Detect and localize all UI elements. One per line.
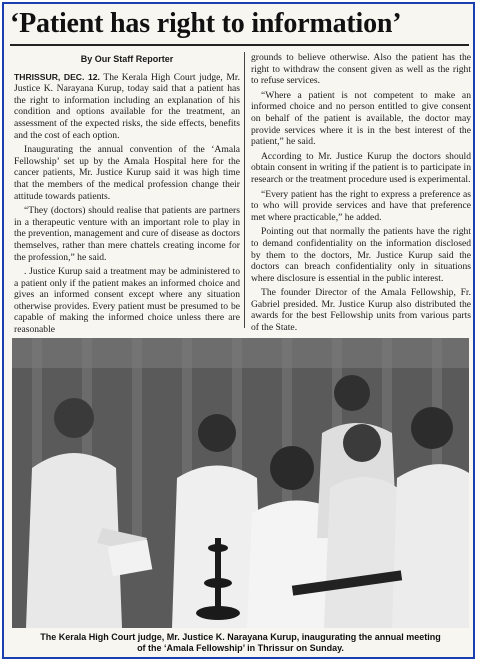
- article-paragraph: “Where a patient is not competent to make an informed choice and no person entitled to give consent on behalf of the patient is available, the doctor may provide services where it is in the best interest of the patient,” he said.: [251, 89, 471, 148]
- article-paragraph: According to Mr. Justice Kurup the doctors should obtain consent in writing if the patient is to participate in research or the treatment procedure used is experimental.: [251, 150, 471, 185]
- photo-illustration: [12, 338, 469, 628]
- article-paragraph: Pointing out that normally the patients have the right to demand confidentiality on the information disclosed by them to the doctors, Mr. Justice Kurup said the doctors can breach confidentiality only in situations where disclosure is essential in the public interest.: [251, 226, 471, 284]
- article-column-left: [14, 52, 240, 339]
- column-divider: [244, 52, 245, 328]
- news-photo: [12, 338, 469, 628]
- article-column-right: [251, 52, 471, 337]
- article-paragraph: grounds to believe otherwise. Also the patient has the right to withdraw the consent given as well as the right to refuse services.: [251, 52, 471, 87]
- article-paragraph: . Justice Kurup said a treatment may be administered to a patient only if the patient makes an informed choice and gives an informed consent except where any situation otherwise provides. Every patient must be presumed to be capable of making the informed choice unless there are reasonable: [14, 266, 240, 336]
- article-paragraph: “They (doctors) should realise that patients are partners in a therapeutic venture with an important role to play in the prevention, management and cure of disease as doctors themselves, rather than mere chattels creating income for the profession,” he said.: [14, 205, 240, 263]
- photo-caption: The Kerala High Court judge, Mr. Justice K. Narayana Kurup, inaugurating the annual meeting of the ‘Amala Fellowship’ in Thrissur on Sunday.: [40, 632, 441, 653]
- byline: By Our Staff Reporter: [80, 54, 174, 64]
- article-paragraph: “Every patient has the right to express a preference as to who will provide services and have that preference met where practicable,” he added.: [251, 188, 471, 223]
- article-paragraph: Inaugurating the annual convention of the ‘Amala Fellowship’ set up by the Amala Hospital here for the cancer patients, Mr. Justice Kurup said it was high time that the members of the medical profession change their attitude towards patients.: [14, 144, 240, 202]
- article-paragraph: THRISSUR, DEC. 12. The Kerala High Court judge, Mr. Justice K. Narayana Kurup, today said that a patient has the right to information including an explanation of his condition and options available for the treatment, an assessment of the expected risks, the side effects, benefits and the cost of each option.: [14, 71, 240, 141]
- article-paragraph: The founder Director of the Amala Fellowship, Fr. Gabriel presided. Mr. Justice Kurup also distributed the awards for the best Fellowship units from various parts of the State.: [251, 287, 471, 334]
- headline: ‘Patient has right to information’: [10, 8, 402, 39]
- newspaper-clipping: [2, 2, 475, 659]
- headline-rule: [10, 44, 469, 46]
- dateline: THRISSUR, DEC. 12.: [14, 71, 100, 82]
